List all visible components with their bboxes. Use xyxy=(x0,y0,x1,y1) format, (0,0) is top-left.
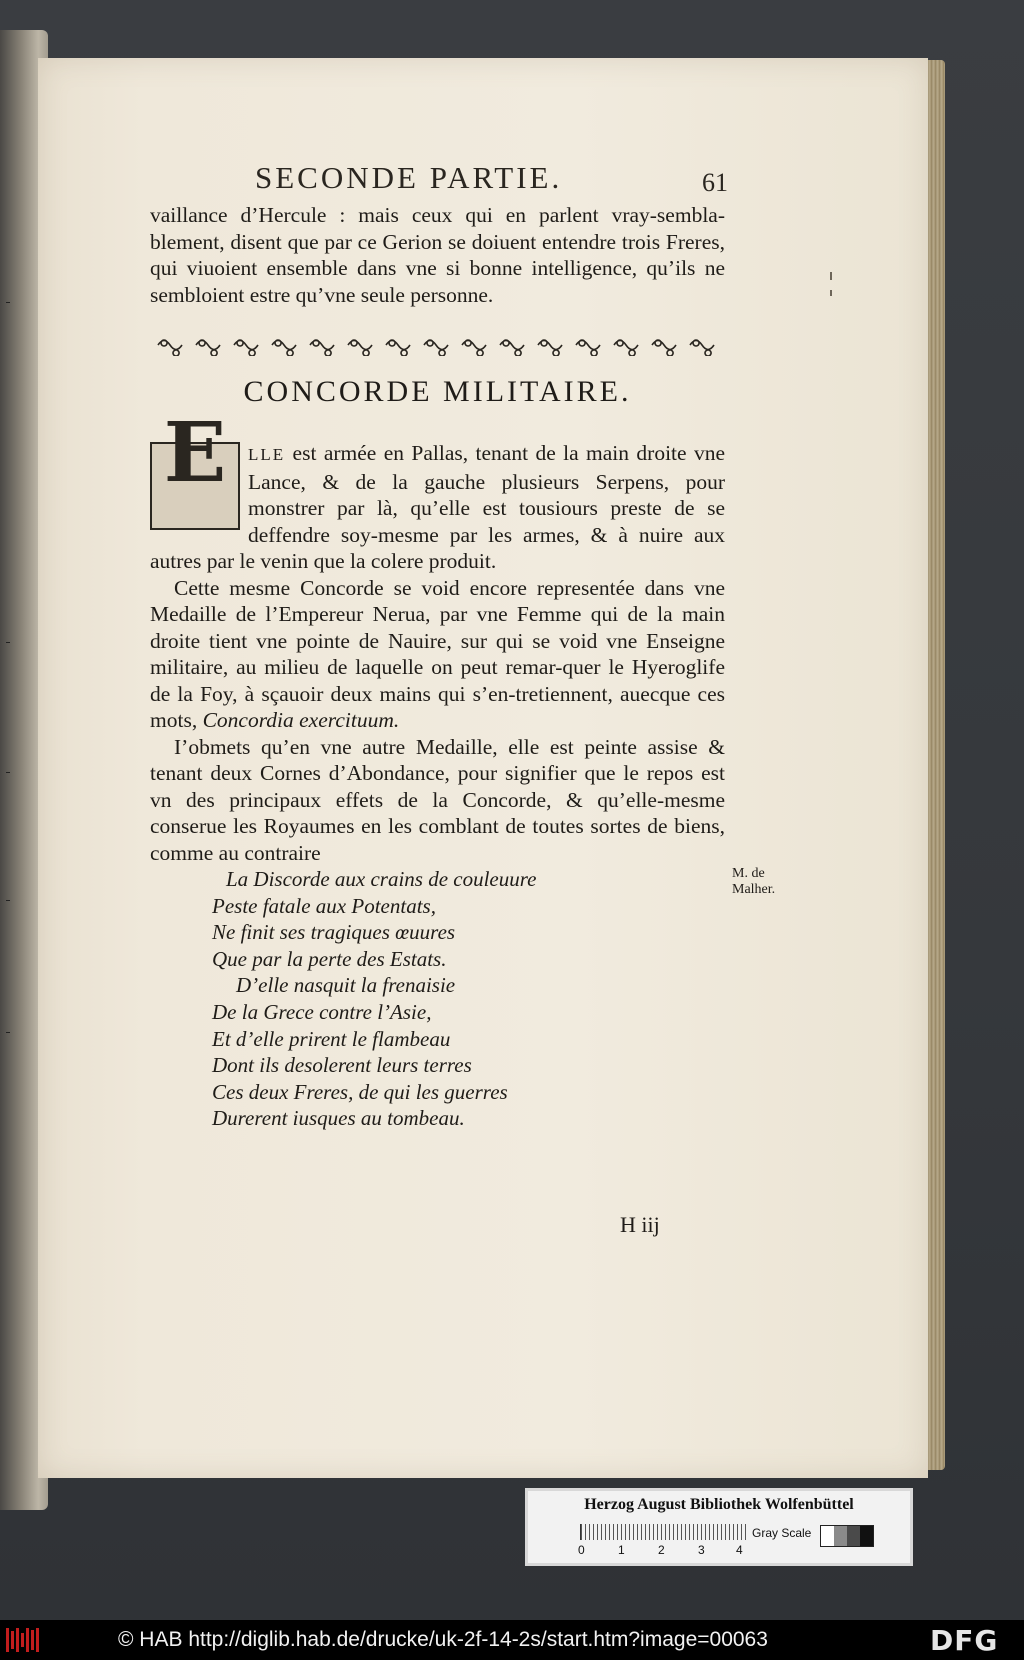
verse-line: Peste fatale aux Potentats, xyxy=(212,893,436,918)
left-page-mark xyxy=(6,900,10,901)
verse-line: Et d’elle prirent le flambeau xyxy=(212,1026,451,1051)
latin-motto: Concordia exercituum. xyxy=(202,708,400,732)
gray-swatch xyxy=(821,1526,834,1546)
ornament-motif xyxy=(538,340,562,356)
ornament-motif xyxy=(652,340,676,356)
verse-block xyxy=(212,866,632,1132)
gray-scale-swatches xyxy=(820,1525,874,1547)
ornament-motif xyxy=(500,340,524,356)
ruler-number: 3 xyxy=(698,1543,705,1557)
ornament-motif xyxy=(196,340,220,356)
left-page-mark xyxy=(6,642,10,643)
library-name: Herzog August Bibliothek Wolfenbüttel xyxy=(584,1496,854,1513)
ornament-motif xyxy=(462,340,486,356)
dfg-logo: DFG xyxy=(930,1624,999,1657)
first-word-caps: LLE xyxy=(248,445,286,464)
verse-line: Ne finit ses tragiques œuures xyxy=(212,920,456,945)
color-calibration-bar xyxy=(525,1488,913,1566)
left-page-mark xyxy=(6,772,10,773)
dropcap-initial xyxy=(150,405,240,530)
gray-swatch xyxy=(860,1526,873,1546)
ornament-motif xyxy=(272,340,296,356)
paper-mark xyxy=(830,272,832,280)
second-paragraph-text: Cette mesme Concorde se void encore representée dans vne Medaille de l’Empereur Nerua, par vne Femme qui de la main droite tient vne pointe de Nauire, sur qui se void vne Enseigne militaire, au milieu de laquelle on peut remar-quer le Hyeroglife de la Foy, à sçauoir deux mains qui s’en-tretiennent, auecque ces mots, xyxy=(150,575,725,732)
ruler-number: 2 xyxy=(658,1543,665,1557)
verse-line: Durerent iusques au tombeau. xyxy=(212,1106,465,1131)
left-page-mark xyxy=(6,1032,10,1033)
ornament-motif xyxy=(576,340,600,356)
gray-scale-label: Gray Scale xyxy=(752,1526,812,1540)
ornament-motif xyxy=(386,340,410,356)
margin-note-line: Malher. xyxy=(732,882,776,897)
verse-line: Dont ils desolerent leurs terres xyxy=(212,1053,472,1078)
ornament-motif xyxy=(158,340,182,356)
section-title: CONCORDE MILITAIRE. xyxy=(243,375,632,408)
ruler-number: 1 xyxy=(618,1543,625,1557)
source-credit-link[interactable]: © HAB http://diglib.hab.de/drucke/uk-2f-14-2s/start.htm?image=00063 xyxy=(118,1628,768,1651)
third-paragraph: I’obmets qu’en vne autre Medaille, elle est peinte assise & tenant deux Cornes d’Abondance, pour signifier que le repos est vn des principaux effets de la Concorde, & qu’elle-mesme conserue les Royaumes en les comblant de toutes sortes de biens, comme au contraire xyxy=(150,734,725,865)
footer-bar xyxy=(0,1620,1024,1660)
ornament-motif xyxy=(348,340,372,356)
page-number: 61 xyxy=(702,168,728,197)
verse-line: De la Grece contre l’Asie, xyxy=(212,999,432,1024)
first-paragraph-text: est armée en Pallas, tenant de la main droite vne Lance, & de la gauche plusieurs Serpens, pour monstrer par là, qu’elle est tousiours preste de se deffendre soy-mesme par les armes, & à nuire aux autres par le venin que la colere produit. xyxy=(150,441,725,573)
signature-mark: H iij xyxy=(620,1212,660,1237)
paper-mark xyxy=(830,290,832,296)
first-paragraph xyxy=(150,405,725,575)
left-page-mark xyxy=(6,302,10,303)
scale-ruler xyxy=(580,1524,746,1540)
ornament-motif xyxy=(614,340,638,356)
running-head: SECONDE PARTIE. xyxy=(255,160,563,195)
opening-paragraph: vaillance d’Hercule : mais ceux qui en parlent vray-sembla-blement, disent que par ce Gerion se doiuent entendre trois Freres, qui viuoient ensemble dans vne si bonne intelligence, qu’ils ne sembloient estre qu’vne seule personne. xyxy=(150,203,725,307)
gray-swatch xyxy=(834,1526,847,1546)
dropcap-letter: E xyxy=(163,405,227,501)
main-text-block xyxy=(150,405,725,866)
ornament-band xyxy=(150,334,725,356)
ruler-number: 4 xyxy=(736,1543,743,1557)
hab-barcode-logo-icon xyxy=(6,1628,46,1652)
second-paragraph xyxy=(150,575,725,734)
verse-line: D’elle nasquit la frenaisie xyxy=(236,973,456,998)
verse-line: Que par la perte des Estats. xyxy=(212,946,447,971)
ornament-motif xyxy=(234,340,258,356)
verse-line: La Discorde aux crains de couleuure xyxy=(226,867,537,891)
ornament-motif xyxy=(690,340,714,356)
ruler-number: 0 xyxy=(578,1543,585,1557)
verse-line: Ces deux Freres, de qui les guerres xyxy=(212,1079,508,1104)
gray-swatch xyxy=(847,1526,860,1546)
ornament-motif xyxy=(310,340,334,356)
ornament-motif xyxy=(424,340,448,356)
opening-paragraph-block xyxy=(150,202,725,308)
margin-note xyxy=(732,866,775,898)
margin-note-line: M. de xyxy=(732,866,765,881)
